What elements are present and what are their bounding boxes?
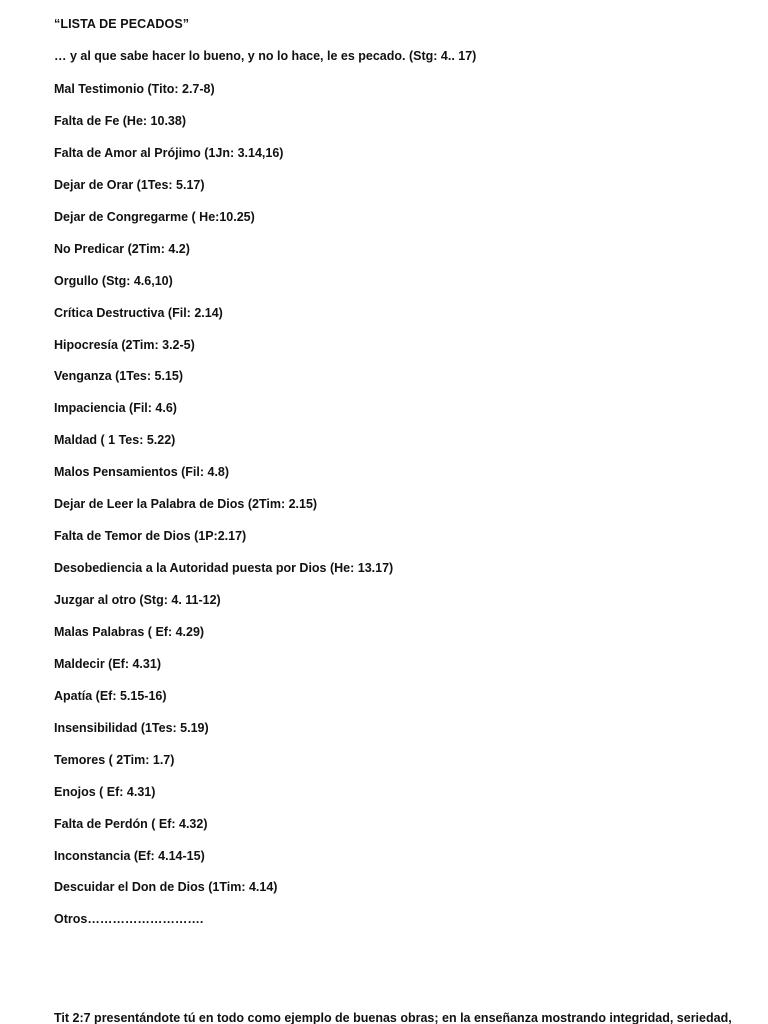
list-item: Falta de Amor al Prójimo (1Jn: 3.14,16) bbox=[54, 145, 284, 160]
document-title: “LISTA DE PECADOS” bbox=[54, 17, 190, 31]
footer-verse: Tit 2:7 presentándote tú en todo como ejemplo de buenas obras; en la enseñanza mostrando integridad, seriedad, bbox=[54, 1011, 732, 1024]
list-item: Mal Testimonio (Tito: 2.7-8) bbox=[54, 82, 215, 96]
list-item: Insensibilidad (1Tes: 5.19) bbox=[54, 720, 209, 735]
list-item: Maldecir (Ef: 4.31) bbox=[54, 656, 161, 671]
list-item: Dejar de Congregarme ( He:10.25) bbox=[54, 209, 255, 224]
list-item: Dejar de Orar (1Tes: 5.17) bbox=[54, 177, 205, 192]
list-item: Desobediencia a la Autoridad puesta por Dios (He: 13.17) bbox=[54, 561, 394, 576]
list-item: Inconstancia (Ef: 4.14-15) bbox=[54, 848, 205, 863]
list-item: Enojos ( Ef: 4.31) bbox=[54, 784, 156, 799]
list-item: Venganza (1Tes: 5.15) bbox=[54, 369, 183, 384]
list-item: Temores ( 2Tim: 1.7) bbox=[54, 752, 175, 767]
list-item: Crítica Destructiva (Fil: 2.14) bbox=[54, 305, 223, 320]
list-item: Malos Pensamientos (Fil: 4.8) bbox=[54, 465, 230, 480]
list-item: Maldad ( 1 Tes: 5.22) bbox=[54, 433, 176, 448]
list-item: Otros………………………. bbox=[54, 912, 204, 927]
list-item: Apatía (Ef: 5.15-16) bbox=[54, 688, 167, 703]
list-item: Falta de Perdón ( Ef: 4.32) bbox=[54, 816, 208, 831]
intro-verse: … y al que sabe hacer lo bueno, y no lo hace, le es pecado. (Stg: 4.. 17) bbox=[54, 49, 477, 63]
list-item: Falta de Temor de Dios (1P:2.17) bbox=[54, 529, 247, 544]
list-item: Impaciencia (Fil: 4.6) bbox=[54, 401, 177, 416]
list-item: Falta de Fe (He: 10.38) bbox=[54, 113, 186, 128]
sins-list bbox=[54, 81, 393, 943]
list-item: Hipocresía (2Tim: 3.2-5) bbox=[54, 337, 195, 352]
list-item: Descuidar el Don de Dios (1Tim: 4.14) bbox=[54, 880, 278, 895]
list-item: Orgullo (Stg: 4.6,10) bbox=[54, 273, 173, 288]
list-item: Dejar de Leer la Palabra de Dios (2Tim: 2.15) bbox=[54, 497, 318, 512]
list-item: Malas Palabras ( Ef: 4.29) bbox=[54, 624, 205, 639]
list-item: Juzgar al otro (Stg: 4. 11-12) bbox=[54, 593, 221, 607]
list-item: No Predicar (2Tim: 4.2) bbox=[54, 241, 190, 256]
